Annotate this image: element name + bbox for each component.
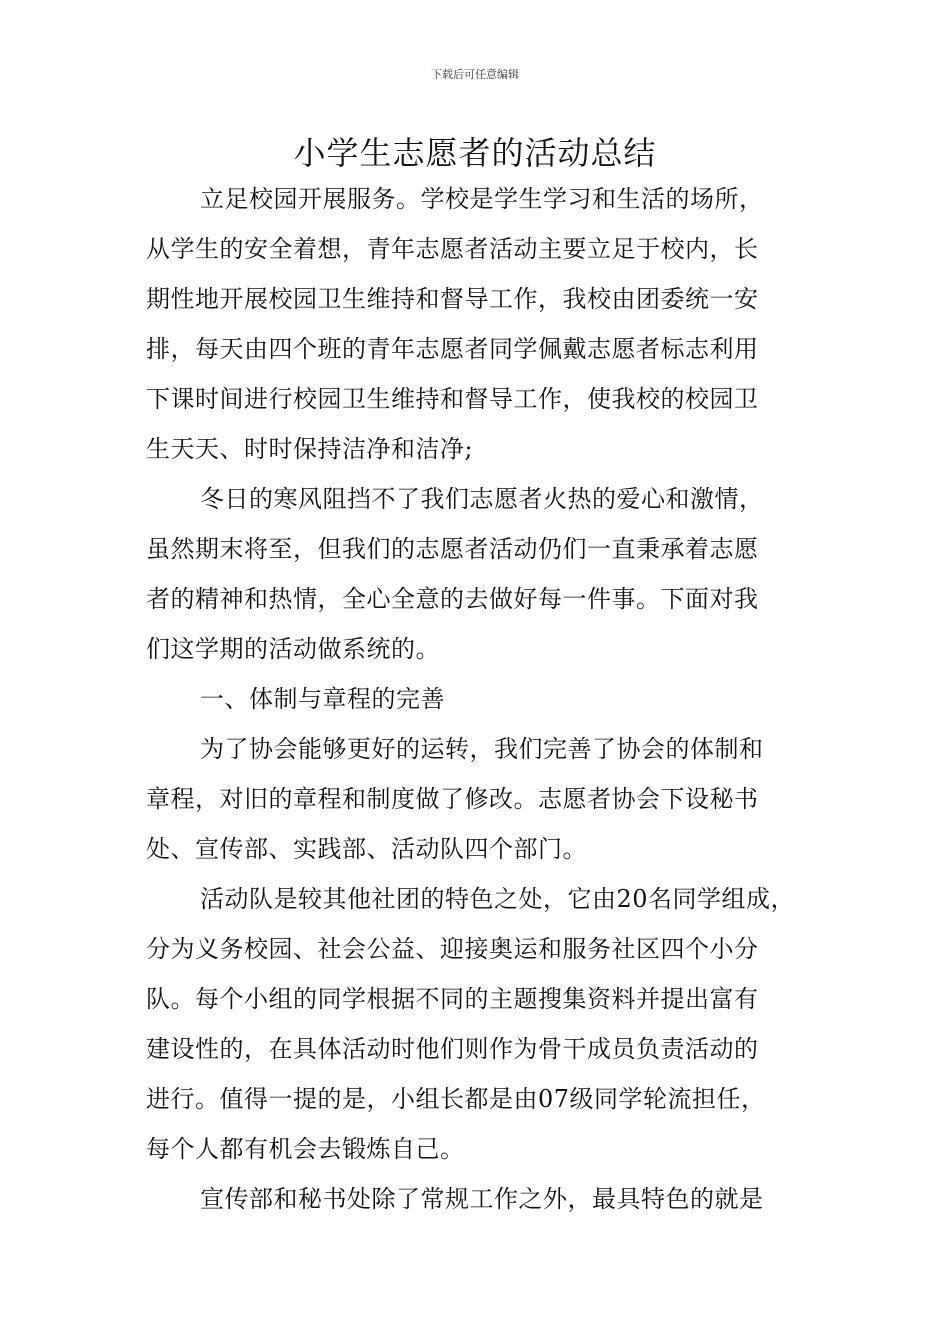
text-line: 建设性的，在具体活动时他们则作为骨干成员负责活动的 [146, 1035, 759, 1063]
text-line: 冬日的寒风阻挡不了我们志愿者火热的爱心和激情， [200, 485, 764, 513]
text-line: 每个人都有机会去锻炼自己。 [146, 1135, 465, 1163]
text-line: 分为义务校园、社会公益、迎接奥运和服务社区四个小分 [146, 935, 759, 963]
text-line: 章程，对旧的章程和制度做了修改。志愿者协会下设秘书 [146, 785, 759, 813]
text-line: 生天天、时时保持洁净和洁净; [146, 435, 474, 463]
body-text [146, 174, 826, 1224]
text-line: 队。每个小组的同学根据不同的主题搜集资料并提出富有 [146, 985, 759, 1013]
page-title: 小学生志愿者的活动总结 [293, 134, 657, 172]
text-line: 为了协会能够更好的运转，我们完善了协会的体制和 [200, 735, 764, 763]
section-heading: 一、体制与章程的完善 [200, 685, 445, 713]
text-line: 处、宣传部、实践部、活动队四个部门。 [146, 835, 587, 863]
header-note: 下载后可任意编辑 [431, 68, 519, 81]
text-line: 虽然期末将至，但我们的志愿者活动仍们一直秉承着志愿 [146, 535, 759, 563]
text-line: 立足校园开展服务。学校是学生学习和生活的场所， [200, 185, 764, 213]
text-line: 活动队是较其他社团的特色之处，它由20名同学组成， [200, 885, 796, 913]
text-line: 者的精神和热情，全心全意的去做好每一件事。下面对我 [146, 585, 759, 613]
text-line: 进行。值得一提的是，小组长都是由07级同学轮流担任， [146, 1085, 766, 1113]
text-line: 排，每天由四个班的青年志愿者同学佩戴志愿者标志利用 [146, 335, 759, 363]
text-line: 下课时间进行校园卫生维持和督导工作，使我校的校园卫 [146, 385, 759, 413]
text-line: 们这学期的活动做系统的。 [146, 635, 440, 663]
text-line: 从学生的安全着想，青年志愿者活动主要立足于校内，长 [146, 235, 759, 263]
text-line: 宣传部和秘书处除了常规工作之外，最具特色的就是 [200, 1185, 764, 1213]
text-line: 期性地开展校园卫生维持和督导工作，我校由团委统一安 [146, 285, 759, 313]
